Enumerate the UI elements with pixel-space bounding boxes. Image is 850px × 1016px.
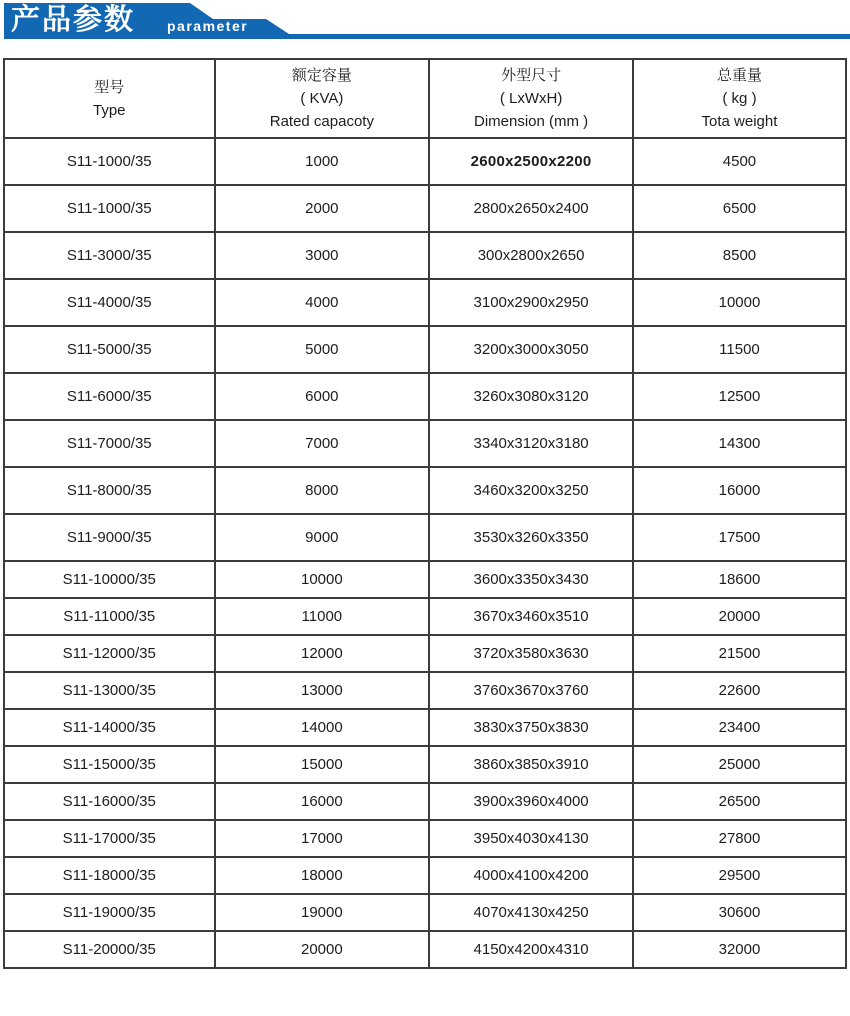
cell-type: S11-9000/35 — [4, 514, 215, 561]
cell-weight: 16000 — [633, 467, 846, 514]
cell-capacity: 14000 — [215, 709, 430, 746]
cell-weight: 4500 — [633, 138, 846, 185]
table-row — [4, 820, 846, 857]
cell-dimension: 3900x3960x4000 — [429, 783, 633, 820]
cell-type: S11-3000/35 — [4, 232, 215, 279]
cell-capacity: 6000 — [215, 373, 430, 420]
table-body — [4, 138, 846, 968]
cell-dimension: 3950x4030x4130 — [429, 820, 633, 857]
table-head — [4, 59, 846, 138]
cell-dimension: 3340x3120x3180 — [429, 420, 633, 467]
cell-type: S11-15000/35 — [4, 746, 215, 783]
cell-type: S11-17000/35 — [4, 820, 215, 857]
table-row — [4, 635, 846, 672]
cell-dimension: 3760x3670x3760 — [429, 672, 633, 709]
cell-type: S11-12000/35 — [4, 635, 215, 672]
cell-type: S11-16000/35 — [4, 783, 215, 820]
cell-capacity: 17000 — [215, 820, 430, 857]
col-header-dimension-en: Dimension (mm ) — [473, 113, 589, 130]
cell-capacity: 3000 — [215, 232, 430, 279]
cell-capacity: 20000 — [215, 931, 430, 968]
table-row — [4, 598, 846, 635]
table-row — [4, 185, 846, 232]
cell-dimension: 2800x2650x2400 — [429, 185, 633, 232]
col-header-weight-en: Tota weight — [701, 113, 778, 130]
cell-capacity: 8000 — [215, 467, 430, 514]
cell-dimension: 4070x4130x4250 — [429, 894, 633, 931]
cell-weight: 32000 — [633, 931, 846, 968]
table-row — [4, 746, 846, 783]
table-row — [4, 373, 846, 420]
cell-dimension: 3260x3080x3120 — [429, 373, 633, 420]
cell-weight: 23400 — [633, 709, 846, 746]
cell-weight: 29500 — [633, 857, 846, 894]
cell-capacity: 4000 — [215, 279, 430, 326]
cell-dimension: 3720x3580x3630 — [429, 635, 633, 672]
col-header-dimension-zh: 外型尺寸 — [501, 67, 562, 84]
cell-weight: 14300 — [633, 420, 846, 467]
cell-type: S11-1000/35 — [4, 185, 215, 232]
col-header-dimension-unit: ( LxWxH) — [499, 90, 563, 107]
cell-weight: 10000 — [633, 279, 846, 326]
table-row — [4, 709, 846, 746]
cell-type: S11-5000/35 — [4, 326, 215, 373]
cell-dimension: 2600x2500x2200 — [429, 138, 633, 185]
cell-type: S11-8000/35 — [4, 467, 215, 514]
cell-dimension: 3460x3200x3250 — [429, 467, 633, 514]
cell-weight: 6500 — [633, 185, 846, 232]
cell-type: S11-4000/35 — [4, 279, 215, 326]
cell-capacity: 16000 — [215, 783, 430, 820]
page-title: 产品参数 — [11, 4, 136, 36]
col-header-type-zh: 型号 — [94, 78, 125, 96]
col-header-type — [4, 59, 215, 138]
cell-dimension: 3830x3750x3830 — [429, 709, 633, 746]
table-row — [4, 514, 846, 561]
cell-weight: 22600 — [633, 672, 846, 709]
cell-weight: 18600 — [633, 561, 846, 598]
cell-capacity: 10000 — [215, 561, 430, 598]
col-header-dimension — [429, 59, 633, 138]
cell-dimension: 4000x4100x4200 — [429, 857, 633, 894]
table-row — [4, 561, 846, 598]
table-row — [4, 420, 846, 467]
cell-type: S11-11000/35 — [4, 598, 215, 635]
section-header-banner — [0, 0, 850, 40]
cell-capacity: 11000 — [215, 598, 430, 635]
table-row — [4, 931, 846, 968]
cell-weight: 20000 — [633, 598, 846, 635]
cell-capacity: 7000 — [215, 420, 430, 467]
cell-type: S11-6000/35 — [4, 373, 215, 420]
cell-capacity: 9000 — [215, 514, 430, 561]
cell-capacity: 19000 — [215, 894, 430, 931]
table-row — [4, 672, 846, 709]
table-row — [4, 326, 846, 373]
table-row — [4, 783, 846, 820]
cell-weight: 21500 — [633, 635, 846, 672]
cell-type: S11-1000/35 — [4, 138, 215, 185]
cell-type: S11-10000/35 — [4, 561, 215, 598]
cell-dimension: 3530x3260x3350 — [429, 514, 633, 561]
cell-weight: 27800 — [633, 820, 846, 857]
cell-capacity: 5000 — [215, 326, 430, 373]
col-header-weight-zh: 总重量 — [716, 67, 762, 84]
table-row — [4, 279, 846, 326]
cell-dimension: 3670x3460x3510 — [429, 598, 633, 635]
table-row — [4, 857, 846, 894]
col-header-weight — [633, 59, 846, 138]
cell-dimension: 3100x2900x2950 — [429, 279, 633, 326]
cell-dimension: 3860x3850x3910 — [429, 746, 633, 783]
cell-weight: 12500 — [633, 373, 846, 420]
cell-dimension: 3600x3350x3430 — [429, 561, 633, 598]
table-row — [4, 232, 846, 279]
cell-type: S11-20000/35 — [4, 931, 215, 968]
table-row — [4, 894, 846, 931]
cell-weight: 17500 — [633, 514, 846, 561]
cell-dimension: 4150x4200x4310 — [429, 931, 633, 968]
cell-capacity: 18000 — [215, 857, 430, 894]
cell-dimension: 3200x3000x3050 — [429, 326, 633, 373]
col-header-type-en: Type — [92, 101, 126, 119]
col-header-capacity-en: Rated capacoty — [269, 113, 374, 130]
cell-type: S11-18000/35 — [4, 857, 215, 894]
cell-type: S11-14000/35 — [4, 709, 215, 746]
cell-capacity: 13000 — [215, 672, 430, 709]
cell-weight: 25000 — [633, 746, 846, 783]
cell-weight: 8500 — [633, 232, 846, 279]
cell-type: S11-13000/35 — [4, 672, 215, 709]
cell-capacity: 12000 — [215, 635, 430, 672]
cell-capacity: 1000 — [215, 138, 430, 185]
col-header-capacity-zh: 额定容量 — [291, 67, 352, 84]
page-subtitle: parameter — [167, 18, 249, 34]
cell-weight: 11500 — [633, 326, 846, 373]
table-row — [4, 467, 846, 514]
cell-weight: 26500 — [633, 783, 846, 820]
cell-capacity: 15000 — [215, 746, 430, 783]
table-header-row — [4, 59, 846, 138]
cell-weight: 30600 — [633, 894, 846, 931]
col-header-capacity-unit: ( KVA) — [300, 90, 344, 107]
parameters-table — [3, 58, 847, 969]
cell-capacity: 2000 — [215, 185, 430, 232]
cell-type: S11-7000/35 — [4, 420, 215, 467]
cell-type: S11-19000/35 — [4, 894, 215, 931]
table-row — [4, 138, 846, 185]
col-header-weight-unit: ( kg ) — [722, 90, 757, 107]
cell-dimension: 300x2800x2650 — [429, 232, 633, 279]
col-header-capacity — [215, 59, 430, 138]
